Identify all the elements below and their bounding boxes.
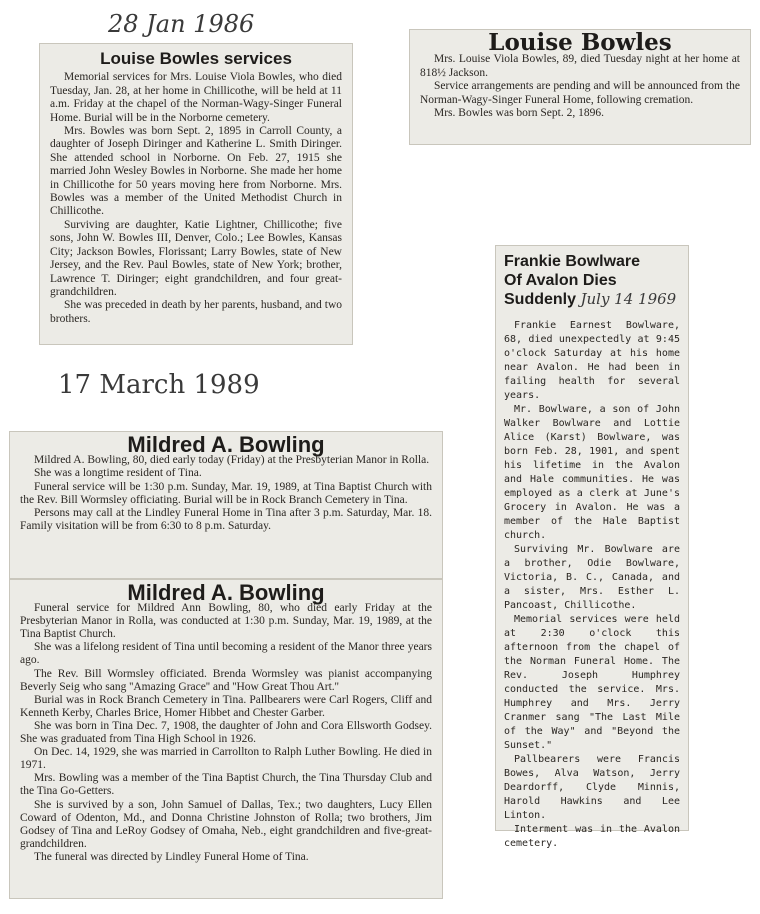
handwritten-date-1986: 28 Jan 1986 (108, 10, 255, 38)
article-paragraph: She was born in Tina Dec. 7, 1908, the daughter of John and Cora Ellsworth Godsey. She was graduated from Tina High School in 1926. (20, 719, 432, 746)
article-paragraph: Service arrangements are pending and will be announced from the Norman-Wagy-Singer Funeral Home, following cremation. (420, 80, 740, 106)
article-paragraph: She was preceded in death by her parents, husband, and two brothers. (50, 299, 342, 325)
article-paragraph: Mrs. Bowles was born Sept. 2, 1896. (434, 107, 604, 120)
handwritten-date-1989: 17 March 1989 (58, 370, 260, 400)
clipping-louise-bowles-notice (410, 30, 750, 144)
article-paragraph: The Rev. Bill Wormsley officiated. Brenda Wormsley was pianist accompanying Beverly Seig who sang ''Amazing Grace'' and ''How Great Thou Art.'' (20, 667, 432, 693)
clipping-headline: Mildred A. Bowling (127, 432, 325, 457)
article-paragraph: Persons may call at the Lindley Funeral Home in Tina after 3 p.m. Saturday, Mar. 18. Family visitation will be from 6:30 to 8 p.m. Saturday. (20, 507, 432, 533)
article-paragraph: Frankie Earnest Bowlware, 68, died unexpectedly at 9:45 o'clock Saturday at his home near Avalon. He had been in failing health for several years. (504, 320, 680, 401)
article-paragraph: On Dec. 14, 1929, she was married in Carrollton to Ralph Luther Bowling. He died in 1971. (20, 746, 432, 772)
article-paragraph: Pallbearers were Francis Bowes, Alva Watson, Jerry Deardorff, Clyde Minnis, Harold Hawkins and Lee Linton. (504, 754, 680, 821)
headline-line: Frankie Bowlware (504, 253, 641, 270)
clipping-headline (504, 252, 680, 309)
article-paragraph: Interment was in the Avalon cemetery. (504, 824, 680, 849)
article-paragraph: Mrs. Bowles was born Sept. 2, 1895 in Carroll County, a daughter of Joseph Diringer and Katherine L. Smith Diringer. She attended school in Norborne. On Feb. 27, 1915 she married John Wesley Bowles in Norborne. She made her home in Chillicothe for 50 years moving here from Norborne. Mrs. Bowles was a member of the United Methodist Church in Chillicothe. (50, 125, 342, 218)
article-paragraph: Mr. Bowlware, a son of John Walker Bowlware and Lottie Alice (Karst) Bowlware, was born Feb. 28, 1901, and spent his lifetime in the Avalon and Hale communities. He was employed as a clerk at June's Grocery in Avalon. He was a member of the Hale Baptist church. (504, 404, 680, 541)
headline-line (504, 290, 680, 309)
article-paragraph: She was a longtime resident of Tina. (34, 467, 202, 480)
clipping-mildred-bowling-funeral (10, 580, 442, 898)
clipping-louise-bowles-services (40, 44, 352, 344)
article-paragraph: Memorial services were held at 2:30 o'clock this afternoon from the chapel of the Norman Funeral Home. The Rev. Joseph Humphrey conducted the service. Mrs. Humphrey and Mrs. Jerry Cranmer sang "The Last Mile of the Way" and "Beyond the Sunset." (504, 614, 680, 751)
clipping-headline: Louise Bowles services (100, 49, 292, 68)
clipping-mildred-bowling-death-notice (10, 432, 442, 578)
article-paragraph: She is survived by a son, John Samuel of Dallas, Tex.; two daughters, Lucy Ellen Coward of Odenton, Md., and Donna Christine Johnston of Rolla; two brothers, Jim Godsey of Tina and LeRoy Godsey of Omaha, Neb., eight grandchildren and five-great-grandchildren. (20, 798, 432, 850)
headline-word: Suddenly (504, 291, 577, 308)
clipping-frankie-bowlware (496, 246, 688, 849)
article-paragraph: Burial was in Rock Branch Cemetery in Tina. Pallbearers were Carl Rogers, Cliff and Kenneth Kerby, Charles Brice, Homer Hibbet and Chester Garber. (20, 693, 432, 719)
article-paragraph: Surviving are daughter, Katie Lightner, Chillicothe; five sons, John W. Bowles III, Denver, Colo.; Lee Bowles, Kansas City; Jackson Bowles, Florissant; Larry Bowles, state of New Jersey, and the Rev. Paul Bowles, state of New York; brother, Lawrence T. Diringer; eight grandchildren, and four great-grandchildren. (50, 218, 342, 298)
handwritten-date-1969: July 14 1969 (580, 290, 677, 308)
article-paragraph: Surviving Mr. Bowlware are a brother, Odie Bowlware, Victoria, B. C., Canada, and a sister, Mrs. Esther L. Pancoast, Chillicothe. (504, 544, 680, 611)
article-paragraph: Funeral service will be 1:30 p.m. Sunday, Mar. 19, 1989, at Tina Baptist Church with the Rev. Bill Wormsley officiating. Burial will be in Rock Branch Cemetery in Tina. (20, 480, 432, 506)
clipping-headline: Mildred A. Bowling (127, 580, 325, 605)
headline-line: Of Avalon Dies (504, 272, 617, 289)
article-paragraph: She was a lifelong resident of Tina until becoming a resident of the Manor three years ago. (20, 641, 432, 667)
article-paragraph: Memorial services for Mrs. Louise Viola Bowles, who died Tuesday, Jan. 28, at her home in Chillicothe, will be held at 11 a.m. Friday at the chapel of the Norman-Wagy-Singer Funeral Home. Burial will be in the Norborne cemetery. (50, 71, 342, 124)
article-paragraph: The funeral was directed by Lindley Funeral Home of Tina. (34, 850, 309, 863)
article-paragraph: Mildred A. Bowling, 80, died early today (Friday) at the Presbyterian Manor in Rolla. (34, 454, 430, 467)
article-paragraph: Funeral service for Mildred Ann Bowling, 80, who died early Friday at the Presbyterian Manor in Rolla, was conducted at 1:30 p.m. Sunday, Mar. 19, 1989, at the Tina Baptist Church. (20, 602, 432, 641)
clipping-headline: Louise Bowles (488, 29, 672, 56)
article-paragraph: Mrs. Bowling was a member of the Tina Baptist Church, the Tina Thursday Club and the Tina Go-Getters. (20, 772, 432, 798)
article-paragraph: Mrs. Louise Viola Bowles, 89, died Tuesday night at her home at 818½ Jackson. (420, 53, 740, 79)
